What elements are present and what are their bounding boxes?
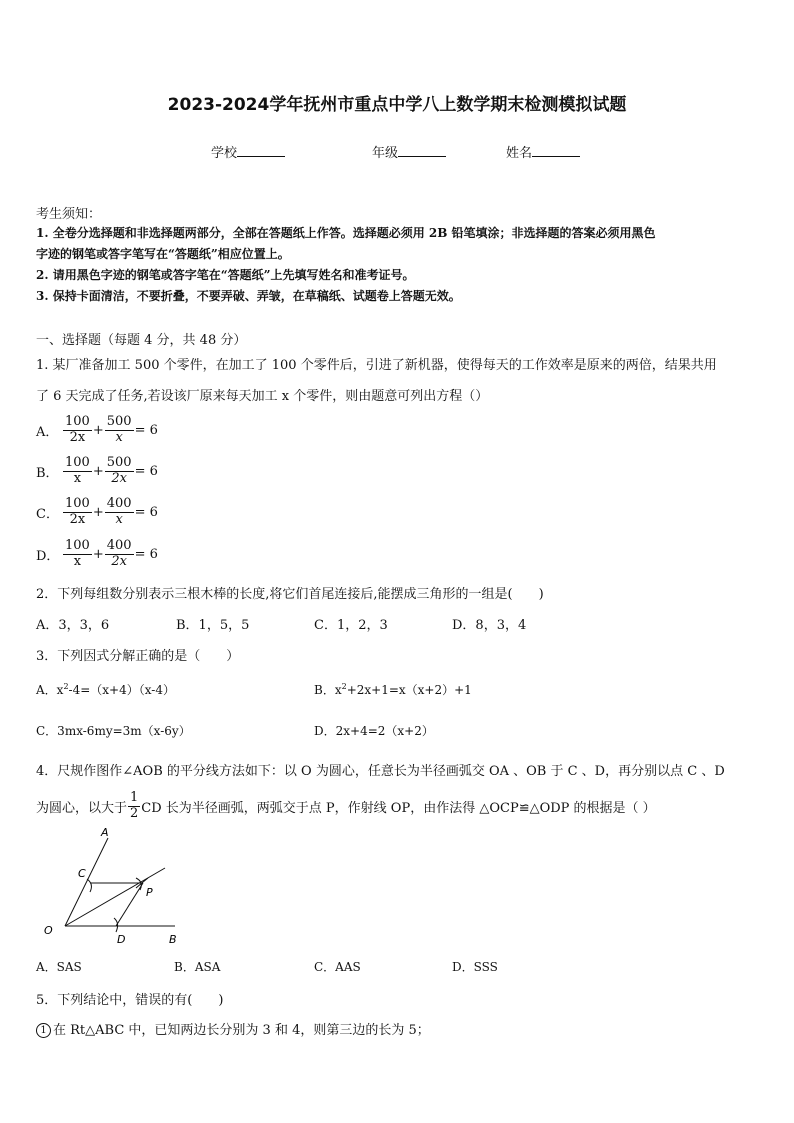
fraction: $\frac{400}{x}$: [106, 496, 132, 527]
fraction: $\frac{100}{2x}$: [65, 414, 90, 445]
q3-stem: 3．下列因式分解正确的是（ ）: [36, 649, 240, 664]
ray-oa: [65, 838, 108, 926]
notice-heading: 考生须知：: [36, 207, 102, 222]
angle-bisector-figure: [40, 826, 190, 950]
fraction: $\frac{500}{x}$: [106, 414, 132, 445]
q4-option-d[interactable]: D．SSS: [452, 960, 498, 974]
fraction: $\frac{500}{2x}$: [106, 455, 132, 486]
grade-blank[interactable]: [398, 145, 446, 157]
q1-stem-line1: 1. 某厂准备加工 500 个零件，在加工了 100 个零件后，引进了新机器，使得每天的工作效率是原来的两倍，结果共用: [36, 358, 717, 373]
q1-stem-line2: 了 6 天完成了任务,若设该厂原来每天加工 x 个零件，则由题意可列出方程（）: [36, 389, 489, 404]
q3-option-c[interactable]: C．3mx-6my=3m（x-6y）: [36, 724, 191, 738]
q5-stem: 5．下列结论中，错误的有( ): [36, 993, 224, 1008]
q2-stem: 2．下列每组数分别表示三根木棒的长度,将它们首尾连接后,能摆成三角形的一组是( ): [36, 587, 544, 602]
name-blank[interactable]: [532, 145, 580, 157]
q1-option-a[interactable]: A． $\frac{100}{2x}$ + $\frac{500}{x}$ = 6: [36, 414, 158, 445]
name-field[interactable]: [506, 142, 580, 161]
q4-option-a[interactable]: A．SAS: [36, 960, 82, 974]
option-label: C．: [36, 506, 59, 522]
notice-line-1b: 字迹的钢笔或答字笔写在“答题纸”相应位置上。: [36, 247, 290, 261]
page-title: 2023-2024学年抚州市重点中学八上数学期末检测模拟试题: [167, 95, 627, 115]
grade-field[interactable]: [372, 142, 446, 161]
section-heading: 一、选择题（每题 4 分，共 48 分）: [36, 333, 247, 348]
fraction: $\frac{100}{x}$: [65, 455, 90, 486]
q5-item-1: 1 在 Rt△ABC 中，已知两边长分别为 3 和 4，则第三边的长为 5；: [36, 1019, 430, 1038]
school-field[interactable]: [211, 142, 285, 161]
arc-c: [87, 879, 91, 892]
notice-line-2: 2. 请用黑色字迹的钢笔或答字笔在“答题纸”上先填写姓名和准考证号。: [36, 268, 415, 282]
label-c: C: [78, 867, 86, 880]
q1-option-c[interactable]: C． $\frac{100}{2x}$ + $\frac{400}{x}$ = 6: [36, 496, 158, 527]
option-label: A．: [36, 424, 59, 440]
grade-label: 年级: [372, 146, 399, 161]
fraction: $\frac{100}{2x}$: [65, 496, 90, 527]
option-label: D．: [36, 548, 60, 564]
q1-option-b[interactable]: B． $\frac{100}{x}$ + $\frac{500}{2x}$ = 6: [36, 455, 158, 486]
name-label: 姓名: [506, 146, 533, 161]
label-a: A: [101, 826, 109, 839]
q1-option-d[interactable]: D． $\frac{100}{x}$ + $\frac{400}{2x}$ = 6: [36, 538, 158, 569]
label-b: B: [169, 933, 177, 946]
q4-stem-line1: 4．尺规作图作∠AOB 的平分线方法如下：以 O 为圆心，任意长为半径画弧交 OA 、OB 于 C 、D，再分别以点 C 、D: [36, 764, 725, 779]
q3-option-a[interactable]: A．$x^2-4=(x+4)(x-4)$: [36, 682, 175, 697]
circled-number: 1: [36, 1023, 51, 1038]
school-label: 学校: [211, 146, 238, 161]
fraction: $\frac{100}{x}$: [65, 538, 90, 569]
q4-option-b[interactable]: B．ASA: [174, 960, 221, 974]
q3-option-b[interactable]: B．$x^2+2x+1=x(x+2)+1$: [314, 682, 472, 697]
q2-option-d[interactable]: D．8，3，4: [452, 618, 527, 633]
notice-line-1a: 1. 全卷分选择题和非选择题两部分，全部在答题纸上作答。选择题必须用 2B 铅笔填涂；非选择题的答案必须用黑色: [36, 226, 656, 240]
q2-option-b[interactable]: B．1，5，5: [176, 618, 250, 633]
label-d: D: [117, 933, 126, 946]
q4-stem-line2: 为圆心，以大于 $\frac{1}{2}$ CD 长为半径画弧，两弧交于点 P，作射线 OP，由作法得 △OCP≌△ODP 的根据是（ ）: [36, 790, 656, 821]
notice-line-3: 3. 保持卡面清洁，不要折叠，不要弄破、弄皱，在草稿纸、试题卷上答题无效。: [36, 289, 461, 303]
label-p: P: [146, 886, 153, 899]
fraction: $\frac{400}{2x}$: [106, 538, 132, 569]
q2-option-c[interactable]: C．1，2，3: [314, 618, 388, 633]
label-o: O: [44, 924, 53, 937]
q4-option-c[interactable]: C．AAS: [314, 960, 361, 974]
option-label: B．: [36, 465, 59, 481]
segment-dp: [116, 883, 143, 926]
fraction-one-half: $\frac{1}{2}$: [130, 790, 139, 821]
q2-option-a[interactable]: A．3，3，6: [36, 618, 110, 633]
q3-option-d[interactable]: D．2x+4=2（x+2）: [314, 724, 434, 738]
school-blank[interactable]: [237, 145, 285, 157]
